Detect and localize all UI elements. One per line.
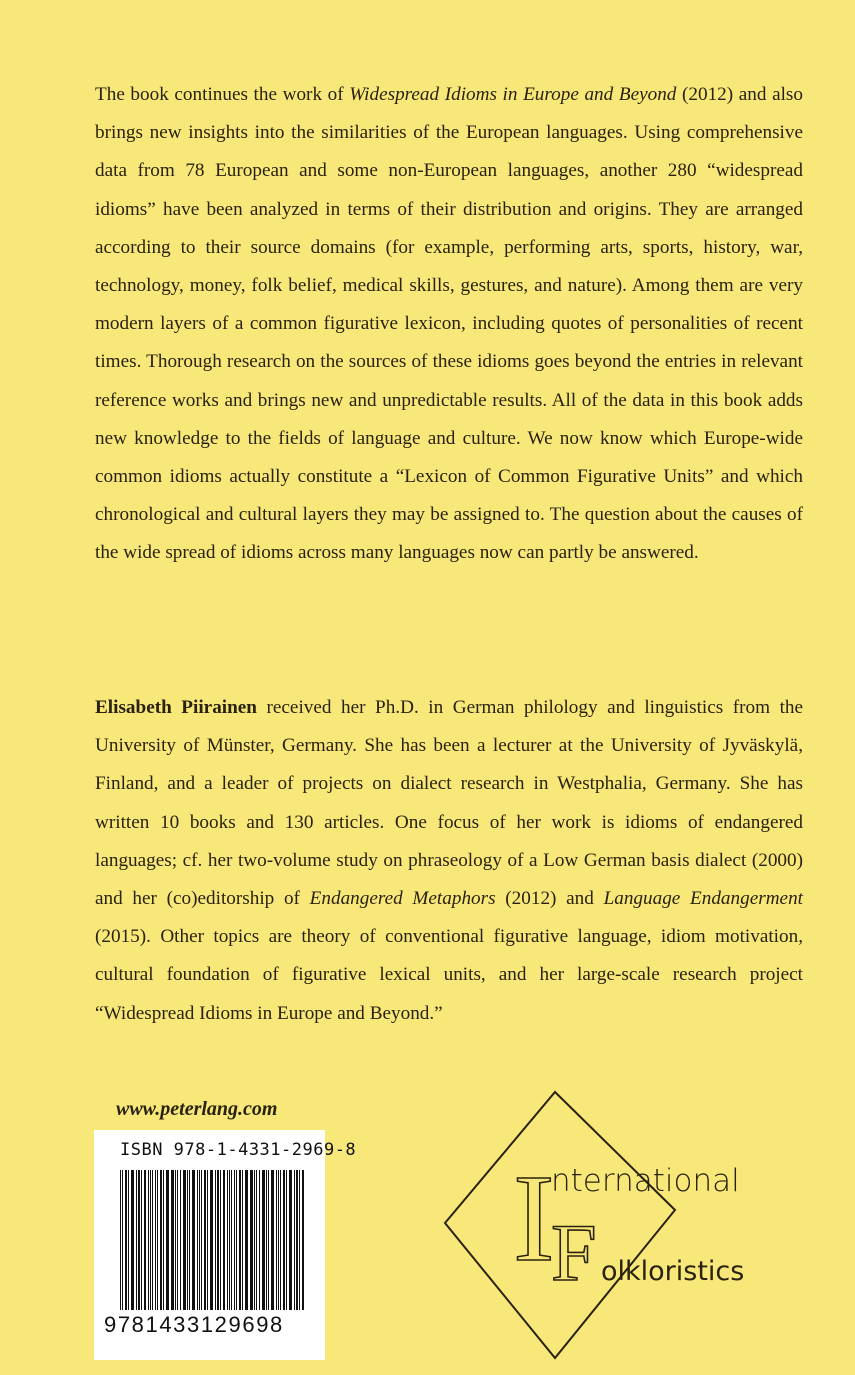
barcode-bar xyxy=(155,1170,156,1310)
barcode-bar xyxy=(187,1170,188,1310)
bio-text-2: (2012) and xyxy=(495,888,604,910)
barcode-bar xyxy=(294,1170,295,1310)
barcode-bar xyxy=(217,1170,219,1310)
barcode-bar xyxy=(254,1170,255,1310)
barcode-bars xyxy=(118,1170,310,1312)
barcode-bar xyxy=(204,1170,206,1310)
barcode-bar xyxy=(266,1170,267,1310)
barcode-bar xyxy=(160,1170,162,1310)
blurb-intro: The book continues the work of xyxy=(95,84,350,105)
barcode-bar xyxy=(262,1170,265,1310)
barcode-bar xyxy=(163,1170,164,1310)
barcode-bar xyxy=(236,1170,237,1310)
barcode-bar xyxy=(171,1170,174,1310)
barcode-bar xyxy=(166,1170,169,1310)
barcode-bar xyxy=(215,1170,216,1310)
barcode-bar xyxy=(201,1170,202,1310)
blurb-body: (2012) and also brings new insights into the similarities of the European languages. Using comprehensive data from 78 European and some non-European languages, another 280 “widespread idioms” have been analyzed in terms of their distribution and origins. They are arranged according to their source domains (for example, performing arts, sports, history, war, technology, money, folk belief, medical skills, gestures, and nature). Among them are very modern layers of a common figurative lexicon, including quotes of personalities of recent times. Thorough research on the sources of these idioms goes beyond the entries in relevant reference works and brings new and unpredictable results. All of the data in this book adds new knowledge to the fields of language and culture. We now know which Europe-wide common idioms actually constitute a “Lexicon of Common Figurative Units” and which chronological and cultural layers they may be assigned to. The question about the causes of the wide spread of idioms across many languages now can partly be answered. xyxy=(95,84,803,564)
barcode-bar xyxy=(175,1170,176,1310)
barcode-bar xyxy=(289,1170,292,1310)
barcode-bar xyxy=(148,1170,149,1310)
barcode-bar xyxy=(231,1170,232,1310)
barcode-bar xyxy=(128,1170,129,1310)
book-title-endangered-metaphors: Endangered Metaphors xyxy=(309,888,496,910)
book-title-language-endangerment: Language Endangerment xyxy=(603,888,803,910)
barcode-bar xyxy=(299,1170,300,1310)
barcode-bar xyxy=(302,1170,304,1310)
barcode-bar xyxy=(210,1170,213,1310)
author-name: Elisabeth Piirainen xyxy=(95,697,257,718)
barcode-bar xyxy=(180,1170,181,1310)
barcode-bar xyxy=(280,1170,281,1310)
barcode-bar xyxy=(152,1170,153,1310)
barcode-bar xyxy=(150,1170,151,1310)
logo-word-international: nternational xyxy=(551,1163,740,1199)
barcode-bar xyxy=(296,1170,298,1310)
barcode-bar xyxy=(125,1170,127,1310)
barcode-bar xyxy=(234,1170,235,1310)
barcode-bar xyxy=(223,1170,225,1310)
barcode-bar xyxy=(278,1170,279,1310)
bio-text-1: received her Ph.D. in German philology and linguistics from the University of Münster, Germany. She has been a lecturer at the University of Jyväskylä, Finland, and a leader of projects on dialect research in Westphalia, Germany. She has written 10 books and 130 articles. One focus of her work is idioms of endangered languages; cf. her two-volume study on phraseology of a Low German basis dialect (2000) and her (co)editorship of xyxy=(95,697,804,910)
barcode-bar xyxy=(220,1170,221,1310)
barcode-bar xyxy=(141,1170,142,1310)
barcode-bar xyxy=(192,1170,195,1310)
barcode-bar xyxy=(197,1170,198,1310)
book-title-widespread-idioms: Widespread Idioms in Europe and Beyond xyxy=(349,84,677,105)
barcode-bar xyxy=(183,1170,186,1310)
author-bio-paragraph xyxy=(95,689,803,1033)
barcode-bar xyxy=(283,1170,285,1310)
barcode-bar xyxy=(136,1170,137,1310)
barcode-bar xyxy=(177,1170,178,1310)
barcode-bar xyxy=(207,1170,208,1310)
barcode-bar xyxy=(157,1170,158,1310)
blurb-paragraph xyxy=(95,76,803,573)
barcode-bar xyxy=(271,1170,274,1310)
barcode-bar xyxy=(227,1170,228,1310)
series-logo xyxy=(445,1090,745,1375)
barcode-bar xyxy=(286,1170,287,1310)
logo-letter-i: I xyxy=(513,1150,555,1288)
publisher-website: www.peterlang.com xyxy=(116,1098,278,1120)
barcode-digits: 9781433129698 xyxy=(104,1312,284,1337)
barcode-bar xyxy=(131,1170,134,1310)
barcode-bar xyxy=(250,1170,253,1310)
barcode-bar xyxy=(138,1170,140,1310)
bio-text-3: (2015). Other topics are theory of conventional figurative language, idiom motivation, cultural foundation of figurative lexical units, and her large-scale research project “Widespread Idioms in Europe and Beyond.” xyxy=(95,926,803,1024)
barcode-bar xyxy=(239,1170,241,1310)
barcode-bar xyxy=(189,1170,190,1310)
isbn-label: ISBN 978-1-4331-2969-8 xyxy=(120,1140,357,1160)
barcode-bar xyxy=(229,1170,230,1310)
barcode-bar xyxy=(199,1170,200,1310)
barcode-bar xyxy=(122,1170,123,1310)
barcode-bar xyxy=(120,1170,121,1310)
barcode-bar xyxy=(268,1170,269,1310)
barcode-bar xyxy=(276,1170,277,1310)
logo-word-folkloristics: olkloristics xyxy=(601,1256,745,1287)
barcode-bar xyxy=(242,1170,243,1310)
logo-letter-f: F xyxy=(551,1207,597,1298)
barcode-bar xyxy=(259,1170,260,1310)
barcode-bar xyxy=(256,1170,257,1310)
barcode-bar xyxy=(144,1170,146,1310)
barcode-bar xyxy=(245,1170,248,1310)
